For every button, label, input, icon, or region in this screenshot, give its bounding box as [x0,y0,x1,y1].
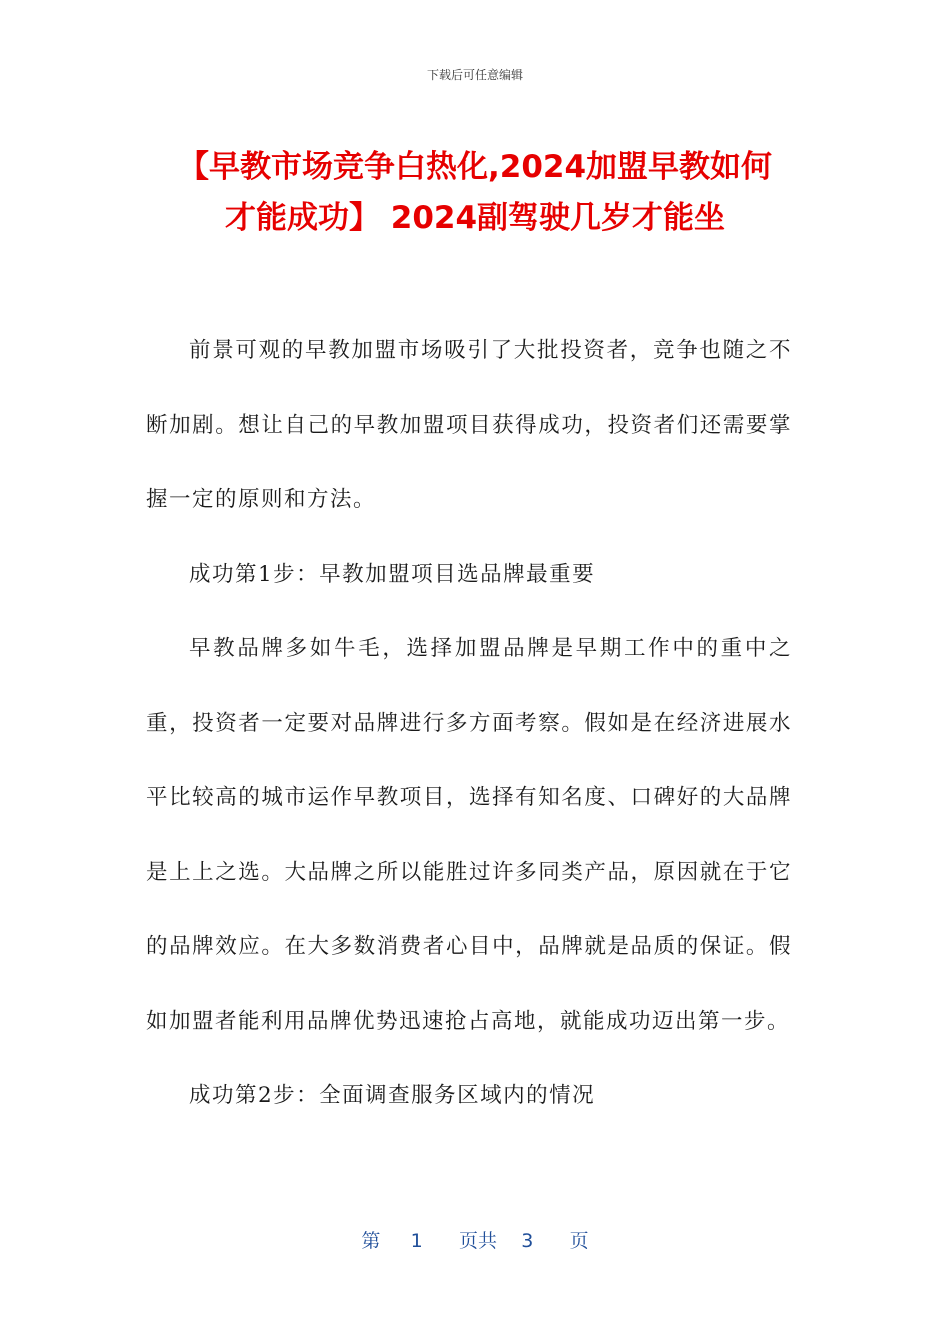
header-note: 下载后可任意编辑 [426,68,523,82]
page-current-number: 1 [410,1230,423,1252]
section-heading: 成功第1步：早教加盟项目选品牌最重要 [189,561,596,587]
page-label-suffix: 页 [569,1230,589,1252]
page-footer [0,1226,950,1253]
page-label-prefix: 第 [361,1230,381,1252]
body-paragraph: 前景可观的早教加盟市场吸引了大批投资者，竞争也随之不断加剧。想让自己的早教加盟项目获得成功，投资者们还需要掌握一定的原则和方法。 [146,338,792,512]
body-paragraph: 早教品牌多如牛毛，选择加盟品牌是早期工作中的重中之重，投资者一定要对品牌进行多方面考察。假如是在经济进展水平比较高的城市运作早教项目，选择有知名度、口碑好的大品牌是上上之选。大品牌之所以能胜过许多同类产品，原因就在于它的品牌效应。在大多数消费者心目中，品牌就是品质的保证。假如加盟者能利用品牌优势迅速抢占高地，就能成功迈出第一步。 [146,636,792,1034]
page-label-mid: 页共 [459,1230,498,1252]
page-total-number: 3 [521,1230,534,1252]
title-line-2: 才能成功】 2024副驾驶几岁才能坐 [224,200,726,236]
title-line-1: 【早教市场竞争白热化,2024加盟早教如何 [177,149,773,185]
document-title [140,142,810,244]
section-heading: 成功第2步：全面调查服务区域内的情况 [189,1083,596,1108]
document-body [146,314,792,1134]
